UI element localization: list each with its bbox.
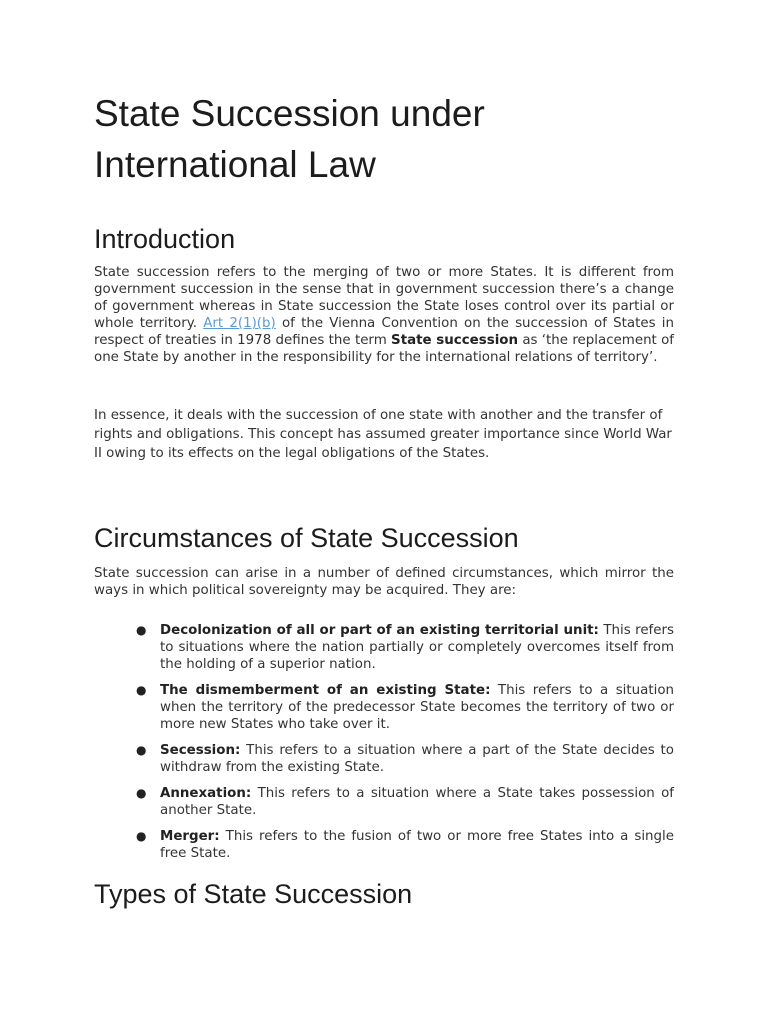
bullet-icon: ● — [136, 683, 147, 697]
section-heading-types: Types of State Succession — [94, 879, 413, 909]
bullet-icon: ● — [136, 623, 147, 637]
art-2-1-b-link[interactable]: Art 2(1)(b) — [203, 316, 276, 331]
section-heading-introduction: Introduction — [94, 224, 236, 254]
bullet-icon: ● — [136, 786, 147, 800]
section-heading-circumstances: Circumstances of State Succession — [94, 523, 519, 553]
list-item-term: The dismemberment of an existing State: — [160, 683, 491, 698]
circumstances-list — [94, 622, 674, 871]
list-item-term: Decolonization of all or part of an existing territorial unit: — [160, 623, 599, 638]
intro-p1-text-a: State succession refers to the merging of two or more States. It is different from government succession in the sense that in government succession there’s a change of government whereas in State succession the State loses control over its partial or whole territory. — [94, 265, 674, 331]
list-item-dismemberment — [94, 682, 674, 733]
list-item-text: This refers to a situation when the territory of the predecessor State becomes the territory of two or more new States who take over it. — [160, 683, 674, 732]
intro-p1-text-b: of the Vienna Convention on the succession of States in respect of treaties in 1978 defines the term — [94, 316, 674, 348]
circumstances-intro-paragraph: State succession can arise in a number of defined circumstances, which mirror the ways in which political sovereignty may be acquired. They are: — [94, 566, 674, 598]
page-title: State Succession under International Law — [94, 93, 485, 185]
bullet-icon: ● — [136, 743, 147, 757]
list-item-text: This refers to situations where the nation partially or completely overcomes itself from the holding of a superior nation. — [160, 623, 674, 672]
list-item-merger — [94, 828, 674, 862]
intro-p1-text-c: as ‘the replacement of one State by another in the responsibility for the international relations of territory’. — [94, 333, 675, 365]
list-item-annexation — [94, 785, 674, 819]
intro-paragraph-1 — [94, 264, 674, 366]
state-succession-term: State succession — [391, 333, 519, 348]
bullet-icon: ● — [136, 829, 147, 843]
list-item-text: This refers to the fusion of two or more free States into a single free State. — [160, 829, 674, 861]
list-item-term: Secession: — [160, 743, 241, 758]
list-item-text: This refers to a situation where a part of the State decides to withdraw from the existing State. — [160, 743, 674, 775]
list-item-term: Merger: — [160, 829, 220, 844]
list-item-decolonization — [94, 622, 674, 673]
intro-paragraph-2: In essence, it deals with the succession of one state with another and the transfer of rights and obligations. This concept has assumed greater importance since World War II owing to its effects on the legal obligations of the States. — [94, 408, 672, 461]
list-item-secession — [94, 742, 674, 776]
list-item-term: Annexation: — [160, 786, 252, 801]
list-item-text: This refers to a situation where a State takes possession of another State. — [160, 786, 674, 818]
